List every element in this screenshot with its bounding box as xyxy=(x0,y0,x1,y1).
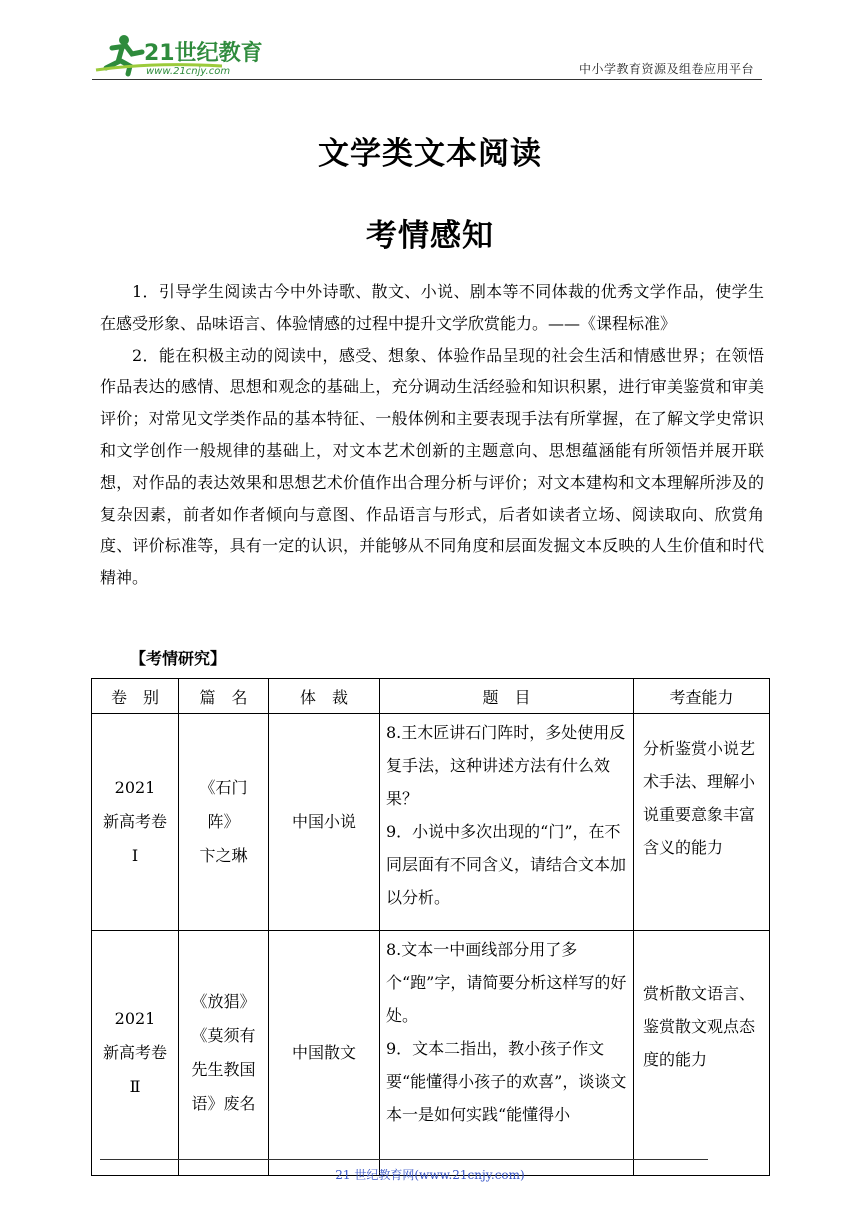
logo-text: 21世纪教育 xyxy=(144,41,263,66)
intro-text xyxy=(100,276,764,594)
platform-name: 中小学教育资源及组卷应用平台 xyxy=(578,62,754,76)
exam-research-label: 【考情研究】 xyxy=(130,649,227,668)
page-header xyxy=(92,28,760,82)
table-row xyxy=(92,714,770,931)
genre-cell: 中国散文 xyxy=(269,931,380,1176)
ability-cell: 赏析散文语言、鉴赏散文观点态度的能力 xyxy=(634,931,770,1176)
runner-logo-icon xyxy=(92,32,292,78)
page-title: 文学类文本阅读 xyxy=(318,136,542,172)
work-cell: 《石门 阵》 卞之琳 xyxy=(179,714,269,931)
header-questions: 题 目 xyxy=(380,679,634,714)
logo-url: www.21cnjy.com xyxy=(146,66,231,77)
footer-divider xyxy=(100,1159,708,1160)
section-title: 考情感知 xyxy=(366,218,494,254)
exam-table xyxy=(91,678,770,1176)
footer-text: 21 世纪教育网(www.21cnjy.com) xyxy=(335,1168,525,1182)
table-header-row xyxy=(92,679,770,714)
questions-cell: 8.文本一中画线部分用了多个“跑”字，请简要分析这样写的好处。 9．文本二指出，教小孩子作文要“能懂得小孩子的欢喜”，谈谈文本一是如何实践“能懂得小 xyxy=(380,931,634,1176)
header-divider xyxy=(92,79,762,80)
work-cell: 《放猖》 《莫须有 先生教国 语》废名 xyxy=(179,931,269,1176)
header-paper: 卷 别 xyxy=(92,679,179,714)
questions-cell: 8.王木匠讲石门阵时，多处使用反复手法，这种讲述方法有什么效果？ 9．小说中多次出现的“门”，在不同层面有不同含义，请结合文本加以分析。 xyxy=(380,714,634,931)
paper-cell: 2021 新高考卷 Ⅱ xyxy=(92,931,179,1176)
paper-cell: 2021 新高考卷 Ⅰ xyxy=(92,714,179,931)
header-genre: 体 裁 xyxy=(269,679,380,714)
ability-cell: 分析鉴赏小说艺术手法、理解小说重要意象丰富含义的能力 xyxy=(634,714,770,931)
genre-cell: 中国小说 xyxy=(269,714,380,931)
header-work: 篇 名 xyxy=(179,679,269,714)
paragraph-1: 1．引导学生阅读古今中外诗歌、散文、小说、剧本等不同体裁的优秀文学作品，使学生在感受形象、品味语言、体验情感的过程中提升文学欣赏能力。——《课程标准》 xyxy=(100,282,764,333)
site-logo xyxy=(92,32,292,78)
header-ability: 考查能力 xyxy=(634,679,770,714)
paragraph-2: 2．能在积极主动的阅读中，感受、想象、体验作品呈现的社会生活和情感世界；在领悟作品表达的感情、思想和观念的基础上，充分调动生活经验和知识积累，进行审美鉴赏和审美评价；对常见文学类作品的基本特征、一般体例和主要表现手法有所掌握，在了解文学史常识和文学创作一般规律的基础上，对文本艺术创新的主题意向、思想蕴涵能有所领悟并展开联想，对作品的表达效果和思想艺术价值作出合理分析与评价；对文本建构和文本理解所涉及的复杂因素，前者如作者倾向与意图、作品语言与形式，后者如读者立场、阅读取向、欣赏角度、评价标准等，具有一定的认识，并能够从不同角度和层面发掘文本反映的人生价值和时代精神。 xyxy=(100,345,764,588)
table-row xyxy=(92,931,770,1176)
